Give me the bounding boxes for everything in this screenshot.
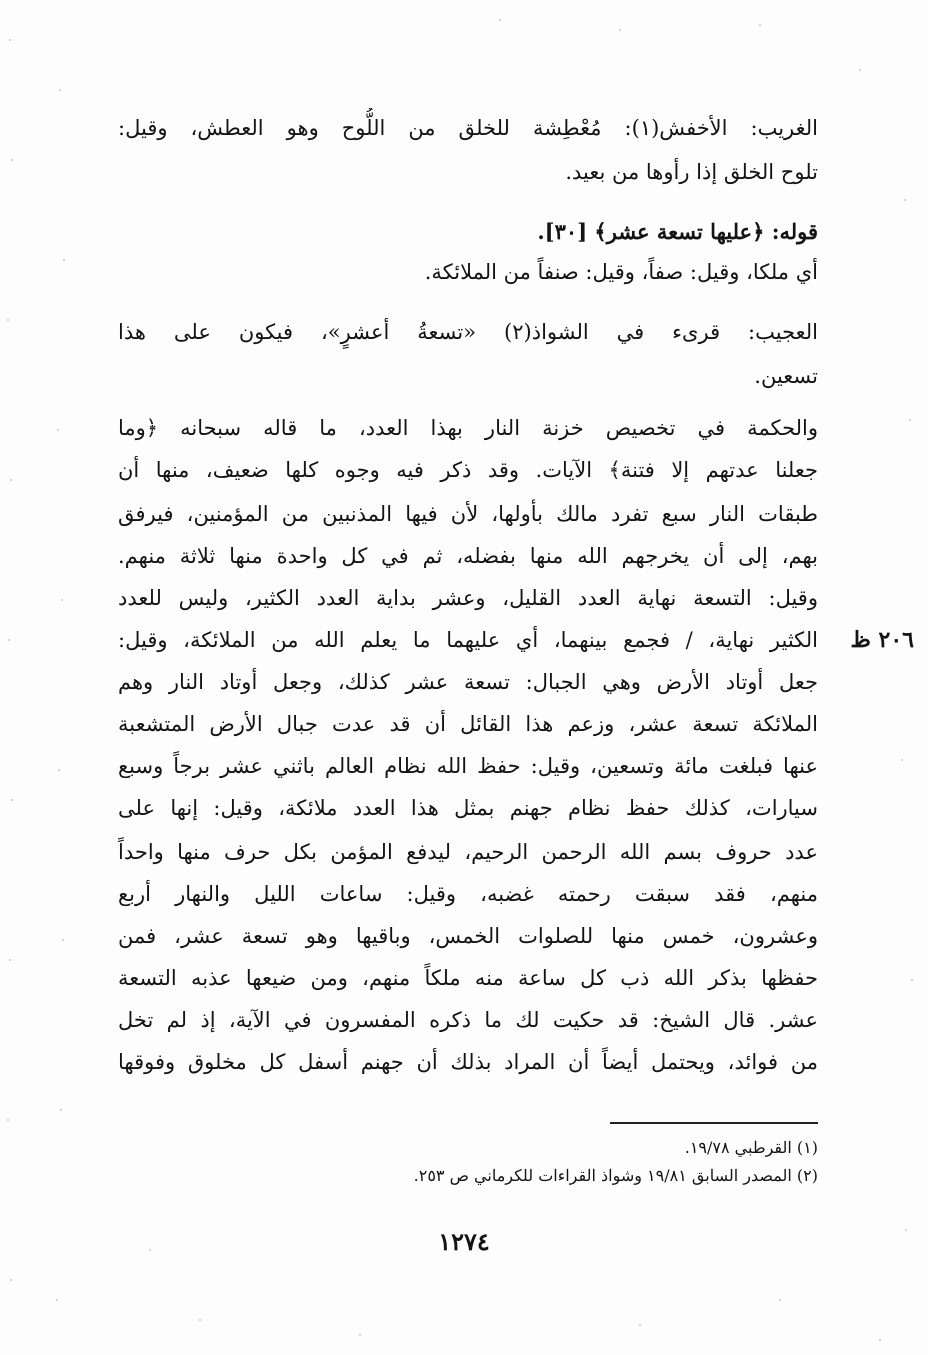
text-line-12: الكثير نهاية، / فجمع بينهما، أي عليهما ما يعلم الله من الملائكة، وقيل: bbox=[118, 628, 818, 652]
page-number: ١٢٧٤ bbox=[438, 1227, 490, 1256]
footnote-divider bbox=[610, 1122, 818, 1124]
folio-marker: ٢٠٦ ظ bbox=[850, 627, 914, 653]
footnote-1: (١) القرطبي ١٩/٧٨. bbox=[684, 1138, 818, 1157]
text-line-16: سيارات، كذلك حفظ نظام جهنم بمثل هذا العدد ملائكة، وقيل: إنها على bbox=[118, 796, 818, 820]
text-line-15: عنها فبلغت مائة وتسعين، وقيل: حفظ الله نظام العالم باثني عشر برجاً وسبع bbox=[118, 754, 818, 778]
text-line-14: الملائكة تسعة عشر، وزعم هذا القائل أن قد عدت جبال الأرض المتشعبة bbox=[118, 712, 818, 736]
text-line-1: الغريب: الأخفش(١): مُعْطِشة للخلق من اللُّوح وهو العطش، وقيل: bbox=[118, 116, 818, 140]
footnote-2: (٢) المصدر السابق ١٩/٨١ وشواذ القراءات للكرماني ص ٢٥٣. bbox=[413, 1166, 818, 1185]
text-line-6: تسعين. bbox=[754, 364, 818, 388]
text-line-17: عدد حروف بسم الله الرحمن الرحيم، ليدفع المؤمن بكل حرف منها واحداً bbox=[118, 840, 818, 864]
text-line-18: منهم، فقد سبقت رحمته غضبه، وقيل: ساعات الليل والنهار أربع bbox=[118, 882, 818, 906]
text-line-13: جعل أوتاد الأرض وهي الجبال: تسعة عشر كذلك، وجعل أوتاد النار وهم bbox=[118, 670, 818, 694]
text-line-9: طبقات النار سبع تفرد مالك بأولها، لأن فيها المذنبين من المؤمنين، فيرفق bbox=[118, 502, 818, 526]
text-line-5: العجيب: قرىء في الشواذ(٢) «تسعةُ أعشرٍ»، فيكون على هذا bbox=[118, 320, 818, 344]
text-line-7: والحكمة في تخصيص خزنة النار بهذا العدد، ما قاله سبحانه ﴿وما bbox=[118, 416, 818, 440]
text-line-19: وعشرون، خمس منها للصلوات الخمس، وباقيها وهو تسعة عشر، فمن bbox=[118, 924, 818, 948]
text-line-10: بهم، إلى أن يخرجهم الله منها بفضله، ثم في كل واحدة منها ثلاثة منهم. bbox=[118, 544, 818, 568]
text-line-21: عشر. قال الشيخ: قد حكيت لك ما ذكره المفسرون في الآية، إذ لم تخل bbox=[118, 1008, 818, 1032]
text-line-22: من فوائد، ويحتمل أيضاً أن المراد بذلك أن جهنم أسفل كل مخلوق وفوقها bbox=[118, 1050, 818, 1074]
text-line-11: وقيل: التسعة نهاية العدد القليل، وعشر بداية العدد الكثير، وليس للعدد bbox=[118, 586, 818, 610]
text-line-8: جعلنا عدتهم إلا فتنة﴾ الآيات. وقد ذكر فيه وجوه كلها ضعيف، منها أن bbox=[118, 458, 818, 482]
text-line-20: حفظها بذكر الله ذب كل ساعة منه ملكاً منهم، ومن ضيعها عذبه التسعة bbox=[118, 966, 818, 990]
text-line-3: قوله: ﴿عليها تسعة عشر﴾ [٣٠]. bbox=[537, 219, 818, 244]
text-line-4: أي ملكا، وقيل: صفاً، وقيل: صنفاً من الملائكة. bbox=[424, 260, 818, 284]
text-line-2: تلوح الخلق إذا رأوها من بعيد. bbox=[565, 160, 818, 184]
